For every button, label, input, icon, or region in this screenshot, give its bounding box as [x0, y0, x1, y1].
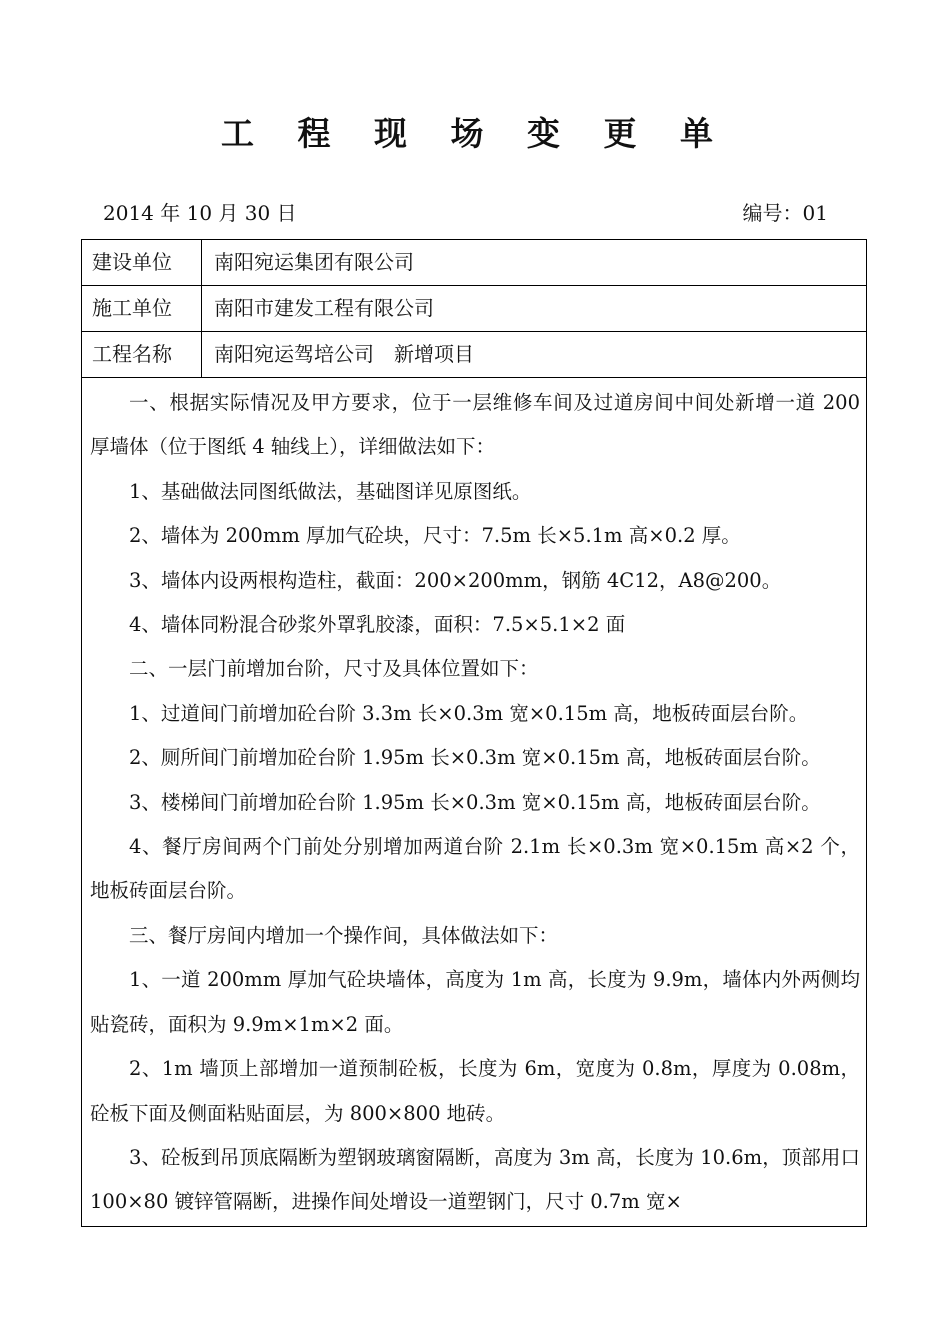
- row-value: 南阳市建发工程有限公司: [214, 296, 434, 320]
- paragraph: 3、墙体内设两根构造柱，截面：200×200mm，钢筋 4C12，A8@200。: [129, 568, 782, 592]
- row-label: 施工单位: [82, 286, 202, 331]
- paragraph: 2、1m 墙顶上部增加一道预制砼板，长度为 6m，宽度为 0.8m，厚度为 0.08m，砼板下面及侧面粘贴面层，为 800×800 地砖。: [90, 1057, 860, 1125]
- row-label: 建设单位: [82, 240, 202, 285]
- paragraph: 3、砼板到吊顶底隔断为塑钢玻璃窗隔断，高度为 3m 高，长度为 10.6m，顶部用口 100×80 镀锌管隔断，进操作间处增设一道塑钢门，尺寸 0.7m 宽×: [90, 1145, 860, 1214]
- row-contractor: [82, 286, 866, 332]
- paragraph: 1、过道间门前增加砼台阶 3.3m 长×0.3m 宽×0.15m 高，地板砖面层台阶。: [129, 701, 809, 725]
- change-order-form: [81, 239, 867, 1227]
- paragraph: 1、一道 200mm 厚加气砼块墙体，高度为 1m 高，长度为 9.9m，墙体内外两侧均贴瓷砖，面积为 9.9m×1m×2 面。: [90, 968, 860, 1036]
- paragraph: 一、根据实际情况及甲方要求，位于一层维修车间及过道房间中间处新增一道 200 厚墙体（位于图纸 4 轴线上），详细做法如下：: [90, 391, 860, 459]
- paragraph: 4、餐厅房间两个门前处分别增加两道台阶 2.1m 长×0.3m 宽×0.15m 高×2 个，地板砖面层台阶。: [90, 835, 860, 903]
- paragraph: 三、餐厅房间内增加一个操作间，具体做法如下：: [129, 923, 559, 947]
- row-project-name: [82, 332, 866, 378]
- serial-number: 编号：01: [742, 201, 828, 225]
- row-construction-unit: [82, 240, 866, 286]
- row-value: 南阳宛运驾培公司 新增项目: [214, 342, 474, 366]
- paragraph: 1、基础做法同图纸做法，基础图详见原图纸。: [129, 479, 532, 503]
- paragraph: 3、楼梯间门前增加砼台阶 1.95m 长×0.3m 宽×0.15m 高，地板砖面层台阶。: [129, 790, 821, 814]
- paragraph: 4、墙体同粉混合砂浆外罩乳胶漆，面积：7.5×5.1×2 面: [129, 613, 626, 637]
- paragraph: 二、一层门前增加台阶，尺寸及具体位置如下：: [129, 657, 539, 681]
- date: 2014 年 10 月 30 日: [103, 201, 297, 225]
- paragraph: 2、厕所间门前增加砼台阶 1.95m 长×0.3m 宽×0.15m 高，地板砖面层台阶。: [129, 746, 821, 770]
- paragraph: 2、墙体为 200mm 厚加气砼块，尺寸：7.5m 长×5.1m 高×0.2 厚。: [129, 524, 741, 548]
- change-content: [90, 381, 860, 1225]
- row-label: 工程名称: [82, 332, 202, 377]
- document-title: 工 程 现 场 变 更 单: [221, 114, 729, 153]
- row-value: 南阳宛运集团有限公司: [214, 250, 414, 274]
